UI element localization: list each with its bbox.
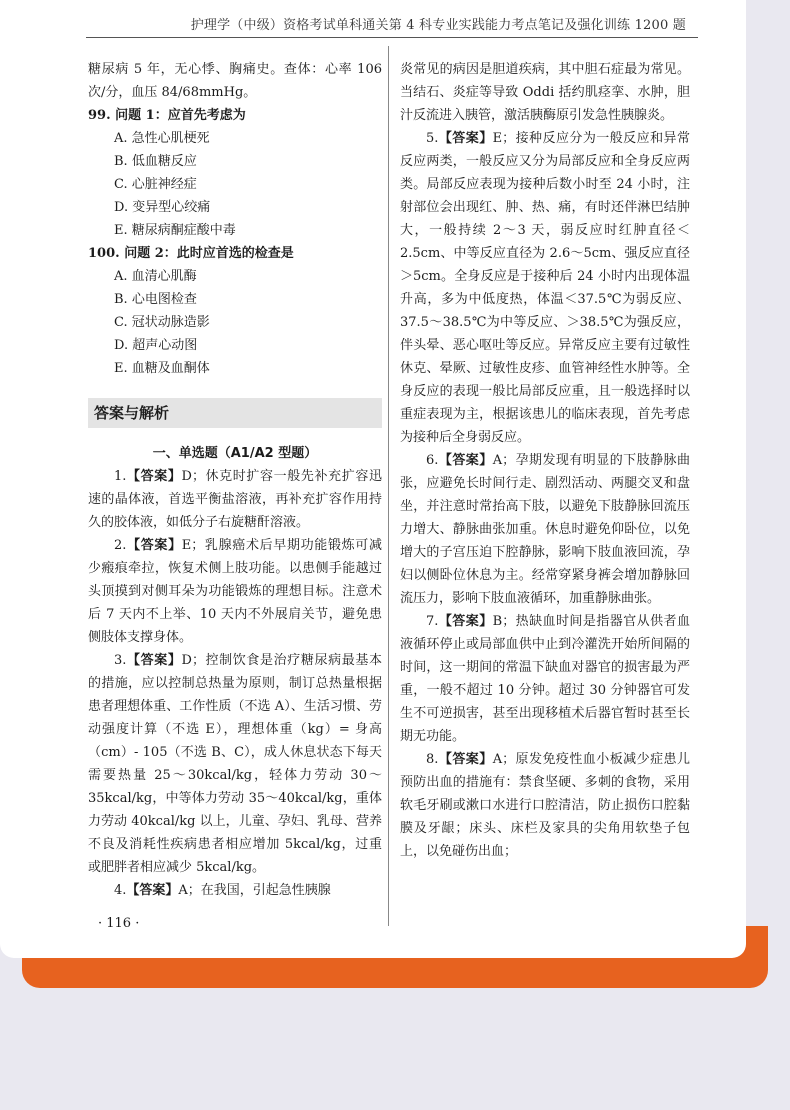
answer-4 xyxy=(88,879,382,902)
answer-tag: 【答案】 xyxy=(438,131,493,146)
answer-text: A；在我国，引起急性胰腺 xyxy=(178,883,331,898)
answer-text: A；孕期发现有明显的下肢静脉曲张，应避免长时间行走、剧烈活动、两腿交叉和盘坐，并注意时常抬高下肢，以避免下肢静脉回流压力增大、静脉曲张加重。休息时避免仰卧位，以免增大的子宫压迫下腔静脉，影响下肢血液回流，孕妇以侧卧位休息为主。经常穿紧身裤会增加静脉回流压力，影响下肢血液循环，加重静脉曲张。 xyxy=(400,453,690,606)
question-99 xyxy=(88,104,382,127)
option-e: E. 血糖及血酮体 xyxy=(114,361,210,376)
question-stem: 问题 2：此时应首选的检查是 xyxy=(124,246,294,261)
answer-number: 4. xyxy=(114,883,127,898)
answer-text: E；乳腺癌术后早期功能锻炼可减少瘢痕牵拉，恢复术侧上肢功能。以患侧手能越过头顶摸到对侧耳朵为功能锻炼的理想目标。注意术后 7 天内不上举、10 天内不外展肩关节，避免患侧肢体支撑身体。 xyxy=(88,538,382,645)
continued-text: 炎常见的病因是胆道疾病，其中胆石症最为常见。当结石、炎症等导致 Oddi 括约肌痉挛、水肿，胆汁反流进入胰管，激活胰酶原引发急性胰腺炎。 xyxy=(400,62,690,123)
section-heading: 答案与解析 xyxy=(88,398,382,428)
left-column xyxy=(88,58,382,902)
answer-1 xyxy=(88,465,382,534)
answer-number: 5. xyxy=(426,131,439,146)
question-100 xyxy=(88,242,382,265)
option-a: A. 急性心肌梗死 xyxy=(114,131,210,146)
answer-text: D；休克时扩容一般先补充扩容迅速的晶体液，首选平衡盐溶液，再补充扩容作用持久的胶体液，如低分子右旋糖酐溶液。 xyxy=(88,469,382,530)
answer-tag: 【答案】 xyxy=(126,538,182,553)
header-rule xyxy=(86,37,698,38)
answer-number: 3. xyxy=(114,653,127,668)
question-stem: 问题 1：应首先考虑为 xyxy=(115,108,246,123)
option-c: C. 心脏神经症 xyxy=(114,177,197,192)
answer-7 xyxy=(400,610,690,748)
answer-tag: 【答案】 xyxy=(438,752,493,767)
answer-tag: 【答案】 xyxy=(126,469,182,484)
option-b: B. 心电图检查 xyxy=(114,292,197,307)
answer-tag: 【答案】 xyxy=(126,883,179,898)
question-number: 100. xyxy=(88,246,120,261)
answer-text: A；原发免疫性血小板减少症患儿预防出血的措施有：禁食坚硬、多刺的食物，采用软毛牙刷或漱口水进行口腔清洁，防止损伤口腔黏膜及牙龈；床头、床栏及家具的尖角用软垫子包上，以免碰伤出血； xyxy=(400,752,690,859)
answer-6 xyxy=(400,449,690,610)
answer-tag: 【答案】 xyxy=(126,653,182,668)
answer-2 xyxy=(88,534,382,649)
answer-text: E；接种反应分为一般反应和异常反应两类，一般反应又分为局部反应和全身反应两类。局部反应表现为接种后数小时至 24 小时，注射部位会出现红、肿、热、痛，有时还伴淋巴结肿大，一般持续 2～3 天，弱反应时红肿直径＜2.5cm、中等反应直径为 2.6～5cm、强反应直径＞5cm。全身反应是于接种后 24 小时内出现体温升高，多为中低度热，体温＜37.5℃为弱反应、37.5～38.5℃为中等反应、＞38.5℃为强反应，伴头晕、恶心呕吐等反应。异常反应主要有过敏性休克、晕厥、过敏性皮疹、血管神经性水肿等。全身反应的表现一般比局部反应重，且一般选择时以重症表现为主，根据该患儿的临床表现，首先考虑为接种后全身弱反应。 xyxy=(400,131,690,445)
answer-3 xyxy=(88,649,382,879)
answer-number: 7. xyxy=(426,614,439,629)
answer-number: 8. xyxy=(426,752,439,767)
column-divider xyxy=(388,46,389,926)
option-b: B. 低血糖反应 xyxy=(114,154,197,169)
page-number: · 116 · xyxy=(98,916,140,931)
answer-8 xyxy=(400,748,690,863)
right-column xyxy=(400,58,690,863)
answer-text: D；控制饮食是治疗糖尿病最基本的措施，应以控制总热量为原则，制订总热量根据患者理想体重、工作性质（不选 A）、生活习惯、劳动强度计算（不选 E），理想体重（kg）= 身高（cm）- 105（不选 B、C），成人休息状态下每天需要热量 25～30kcal/kg，轻体力劳动 30～35kcal/kg，中等体力劳动 35～40kcal/kg，重体力劳动 40kcal/kg 以上，儿童、孕妇、乳母、营养不良及消耗性疾病患者相应增加 5kcal/kg，过重或肥胖者相应减少 5kcal/kg。 xyxy=(88,653,382,875)
answer-5 xyxy=(400,127,690,449)
option-a: A. 血清心肌酶 xyxy=(114,269,197,284)
sub-heading: 一、单选题（A1/A2 型题） xyxy=(152,446,318,461)
answer-text: B；热缺血时间是指器官从供者血液循环停止或局部血供中止到冷灌洗开始所间隔的时间，这一期间的常温下缺血对器官的损害最为严重，一般不超过 10 分钟。超过 30 分钟器官可发生不可逆损害，甚至出现移植术后器官暂时甚至长期无功能。 xyxy=(400,614,690,744)
answer-number: 1. xyxy=(114,469,127,484)
running-header: 护理学（中级）资格考试单科通关第 4 科专业实践能力考点笔记及强化训练 1200 题 xyxy=(190,18,686,33)
option-c: C. 冠状动脉造影 xyxy=(114,315,210,330)
option-d: D. 变异型心绞痛 xyxy=(114,200,211,215)
option-e: E. 糖尿病酮症酸中毒 xyxy=(114,223,236,238)
answer-tag: 【答案】 xyxy=(438,453,493,468)
answer-number: 2. xyxy=(114,538,127,553)
answer-number: 6. xyxy=(426,453,439,468)
question-number: 99. xyxy=(88,108,111,123)
answer-tag: 【答案】 xyxy=(438,614,493,629)
case-intro-text: 糖尿病 5 年，无心悸、胸痛史。查体：心率 106 次/分，血压 84/68mmHg。 xyxy=(88,62,382,100)
option-d: D. 超声心动图 xyxy=(114,338,198,353)
